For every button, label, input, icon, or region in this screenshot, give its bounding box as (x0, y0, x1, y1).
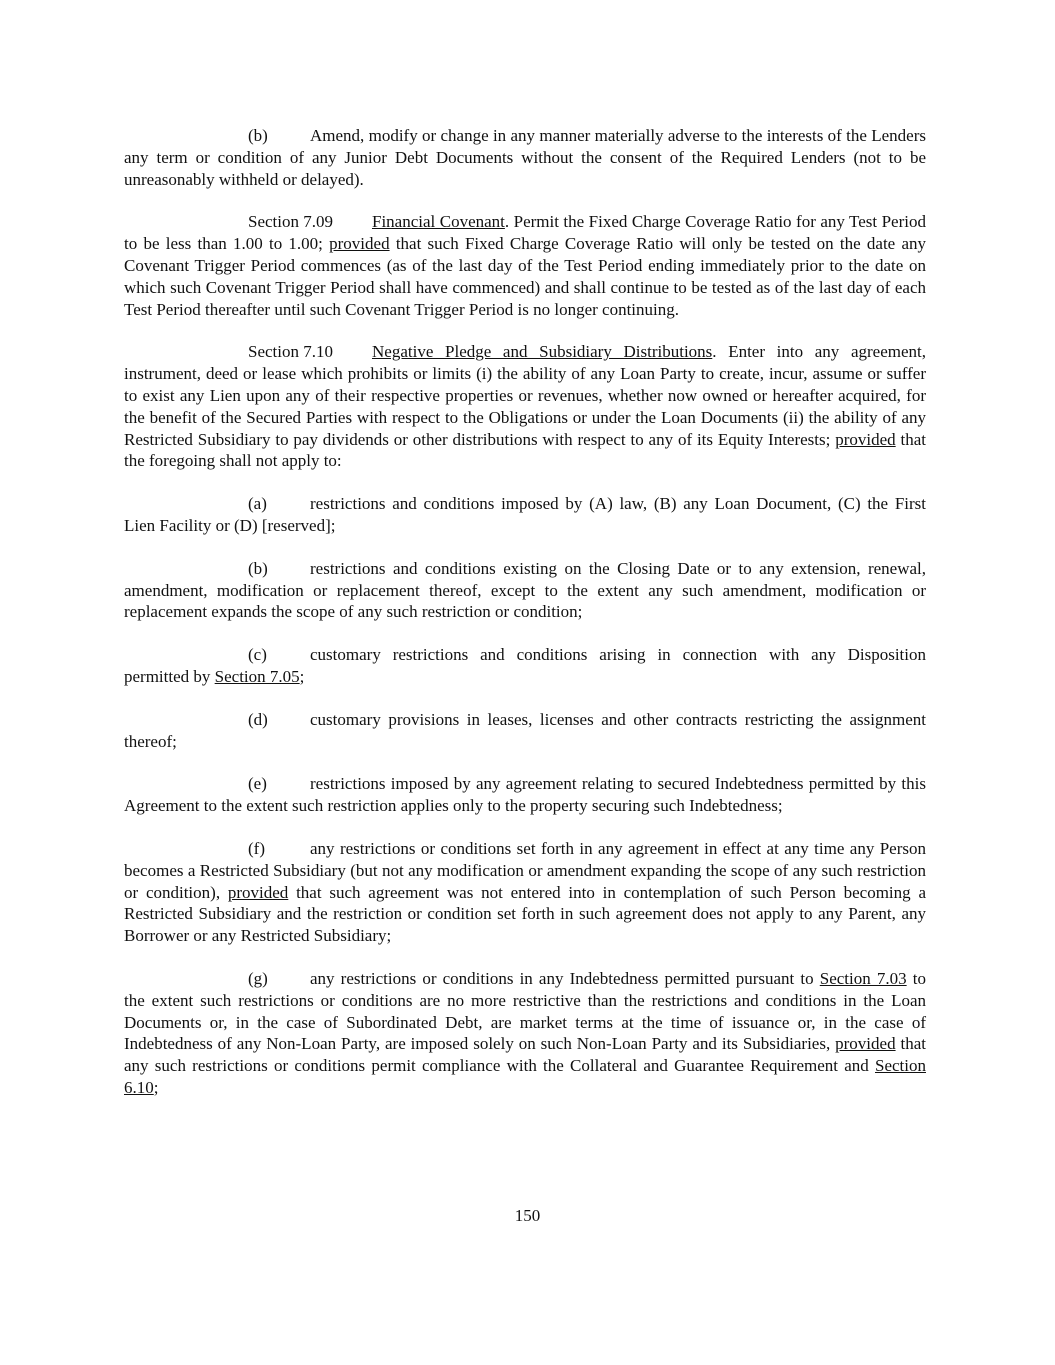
clause-c (124, 644, 926, 688)
clause-g (124, 968, 926, 1099)
section-text: that such Fixed Charge Coverage Ratio will only be tested on the date any Covenant Trigger Period commences (as of the last day of the Test Period ending immediately prior to the date on which such Covenant Trigger Period shall have commenced) and shall continue to be tested as of the last day of each Test Period thereafter until such Covenant Trigger Period is no longer continuing. (124, 234, 927, 319)
clause-text: customary restrictions and conditions arising in connection with any Disposition permitted by (124, 645, 926, 686)
clause-text: Amend, modify or change in any manner materially adverse to the interests of the Lenders any term or condition of any Junior Debt Documents without the consent of the Required Lenders (not to be unreasonably withheld or delayed). (124, 126, 926, 189)
clause-text: restrictions and conditions existing on the Closing Date or to any extension, renewal, amendment, modification or replacement thereof, except to the extent any such amendment, modification or replacement expands the scope of any such restriction or condition; (124, 558, 926, 622)
clause-e (124, 773, 926, 817)
clause-text: any restrictions or conditions set forth in any agreement in effect at any time any Person becomes a Restricted Subsidiary (but not any modification or amendment expanding the scope of any such restriction or condition), (124, 838, 926, 902)
section-reference: Section 7.03 (819, 968, 907, 988)
clause-text: any restrictions or conditions in any Indebtedness permitted pursuant to (310, 968, 820, 988)
provided-term: provided (835, 1034, 896, 1054)
section-text: that the foregoing shall not apply to: (124, 429, 926, 471)
section-7-10 (124, 341, 926, 472)
provided-term: provided (835, 429, 896, 449)
clause-text: customary provisions in leases, licenses and other contracts restricting the assignment thereof; (124, 709, 926, 751)
section-reference: Section 7.05 (214, 666, 300, 686)
provided-term: provided (329, 234, 390, 254)
clause-text: ; (153, 1077, 159, 1097)
paragraph-b-junior-debt (124, 125, 926, 190)
section-text: . Enter into any agreement, instrument, deed or lease which prohibits or limits (i) the ability of any Loan Party to create, incur, assume or suffer to exist any Lien upon any of their respective properties or revenues, whether now owned or hereafter acquired, for the benefit of the Secured Parties with respect to the Obligations or under the Loan Documents (ii) the ability of any Restricted Subsidiary to pay dividends or other distributions with respect to any of its Equity Interests; (124, 342, 926, 449)
clause-text: to the extent such restrictions or conditions are no more restrictive than the restrictions and conditions in the Loan Documents or, in the case of Subordinated Debt, are market terms at the time of issuance or, in the case of Indebtedness of any Non-Loan Party, are imposed solely on such Non-Loan Party and its Subsidiaries, (124, 968, 926, 1054)
section-text: . Permit the Fixed Charge Coverage Ratio for any Test Period to be less than 1.00 to 1.00; (124, 212, 926, 254)
provided-term: provided (227, 882, 289, 902)
section-title: Financial Covenant (372, 212, 505, 232)
clause-text: that any such restrictions or conditions permit compliance with the Collateral and Guarantee Requirement and (124, 1034, 926, 1076)
clause-marker: (b) (248, 558, 268, 578)
section-title: Negative Pledge and Subsidiary Distributions (372, 342, 713, 362)
clause-d (124, 709, 926, 753)
section-7-09 (124, 211, 926, 320)
clause-marker: (a) (248, 494, 267, 514)
document-page (124, 125, 926, 1120)
clause-b (124, 558, 926, 623)
clause-marker: (f) (248, 838, 265, 858)
section-number: Section 7.09 (248, 212, 333, 232)
clause-marker: (c) (248, 645, 267, 665)
clause-text: restrictions and conditions imposed by (A) law, (B) any Loan Document, (C) the First Lien Facility or (D) [reserved]; (124, 494, 926, 535)
clause-marker: (g) (248, 968, 268, 988)
clause-marker: (d) (248, 709, 268, 729)
section-number: Section 7.10 (248, 342, 333, 362)
clause-marker: (e) (248, 774, 267, 794)
clause-text: restrictions imposed by any agreement relating to secured Indebtedness permitted by this Agreement to the extent such restriction applies only to the property securing such Indebtedness; (124, 774, 926, 816)
section-reference: Section 6.10 (124, 1056, 926, 1097)
clause-marker: (b) (248, 126, 268, 145)
page-number: 150 (514, 1206, 541, 1225)
clause-text: that such agreement was not entered into in contemplation of such Person becoming a Restricted Subsidiary and the restriction or condition set forth in such agreement does not apply to any Parent, any Borrower or any Restricted Subsidiary; (124, 882, 926, 946)
clause-f (124, 838, 926, 947)
clause-a (124, 493, 926, 537)
clause-text: ; (299, 666, 305, 686)
